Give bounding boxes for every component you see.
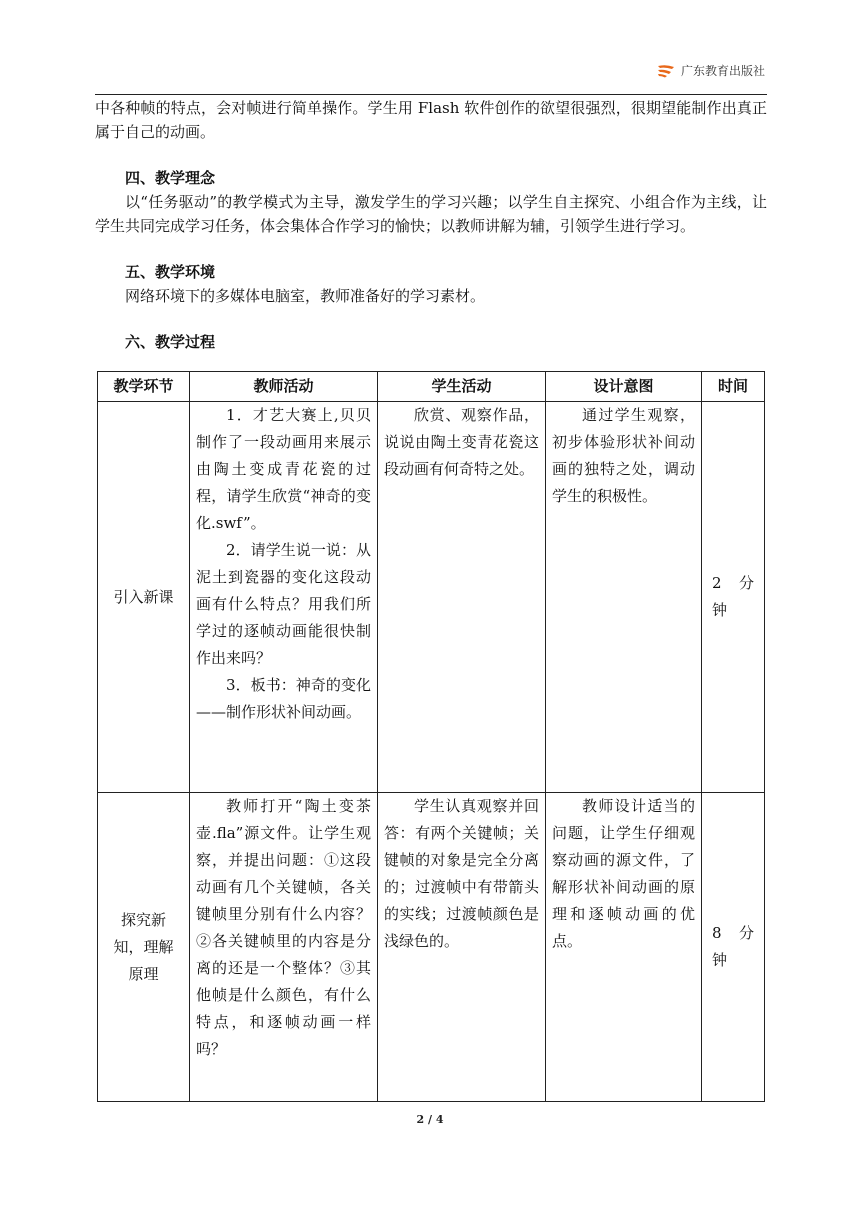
header-student: 学生活动 [378,372,546,402]
section-body-philosophy: 以“任务驱动”的教学模式为主导，激发学生的学习兴趣；以学生自主探究、小组合作为主线，让学生共同完成学习任务，体会集体合作学习的愉快；以教师讲解为辅，引领学生进行学习。 [95,193,767,235]
section-heading-process: 六、教学过程 [125,333,216,351]
time-text: 8 分钟 [712,924,754,969]
stage-cell: 探究新知，理解原理 [98,793,190,1102]
teacher-cell [190,402,378,793]
table-row [98,402,765,793]
publisher-name: 广东教育出版社 [680,64,765,78]
time-text: 2 分钟 [712,574,754,619]
page-content [95,96,767,354]
teacher-step: 2．请学生说一说：从泥土到瓷器的变化这段动画有什么特点？用我们所学过的逐帧动画能很快制作出来吗？ [196,541,371,667]
teacher-step: 1．才艺大赛上,贝贝制作了一段动画用来展示由陶土变成青花瓷的过程，请学生欣赏“神奇的变化.swf”。 [196,406,371,532]
student-cell [378,793,546,1102]
teaching-process-table [97,371,765,1102]
header-teacher: 教师活动 [190,372,378,402]
page-header [95,56,767,95]
table-header-row [98,372,765,402]
section-body-environment: 网络环境下的多媒体电脑室，教师准备好的学习素材。 [125,287,486,305]
intent-text: 通过学生观察，初步体验形状补间动画的独特之处，调动学生的积极性。 [552,406,695,505]
intro-paragraph: 中各种帧的特点，会对帧进行简单操作。学生用 Flash 软件创作的欲望很强烈，很期望能制作出真正属于自己的动画。 [95,99,767,141]
header-time: 时间 [702,372,765,402]
section-heading-environment: 五、教学环境 [125,263,216,281]
time-cell [702,402,765,793]
student-cell [378,402,546,793]
time-cell [702,793,765,1102]
publisher-logo-icon [656,64,676,78]
section-heading-philosophy: 四、教学理念 [125,169,216,187]
teacher-step: 3．板书：神奇的变化——制作形状补间动画。 [196,676,371,721]
stage-cell: 引入新课 [98,402,190,793]
header-intent: 设计意图 [546,372,702,402]
intent-cell [546,402,702,793]
table-row [98,793,765,1102]
header-stage: 教学环节 [98,372,190,402]
publisher-brand [656,62,765,79]
teacher-cell [190,793,378,1102]
intent-cell [546,793,702,1102]
teacher-step: 教师打开“陶土变茶壶.fla”源文件。让学生观察，并提出问题：①这段动画有几个关键帧，各关键帧里分别有什么内容？②各关键帧里的内容是分离的还是一个整体？③其他帧是什么颜色，有什么特点，和逐帧动画一样吗？ [196,797,371,1058]
intent-text: 教师设计适当的问题，让学生仔细观察动画的源文件，了解形状补间动画的原理和逐帧动画的优点。 [552,797,695,950]
page-number: 2 / 4 [416,1113,444,1126]
student-text: 学生认真观察并回答：有两个关键帧；关键帧的对象是完全分离的；过渡帧中有带箭头的实线；过渡帧颜色是浅绿色的。 [384,797,539,950]
student-text: 欣赏、观察作品，说说由陶土变青花瓷这段动画有何奇特之处。 [384,406,539,478]
